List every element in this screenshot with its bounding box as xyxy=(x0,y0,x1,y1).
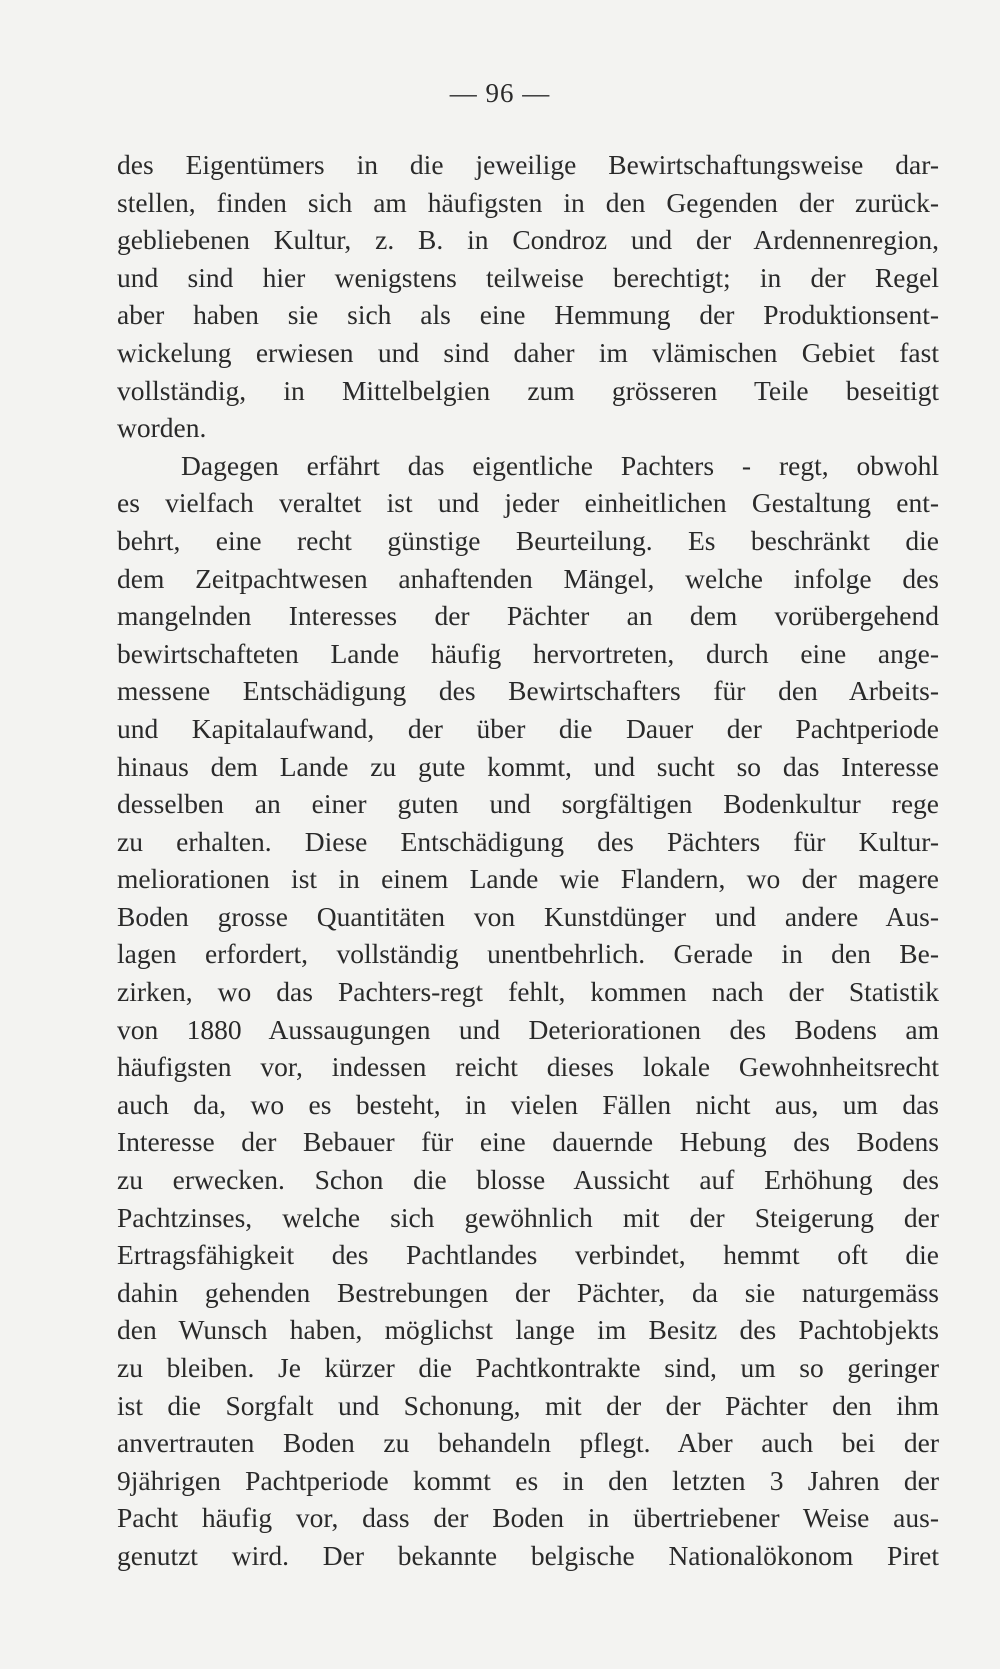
text-line: den Wunsch haben, möglichst lange im Besitz des Pachtobjekts xyxy=(117,1314,939,1346)
text-line: meliorationen ist in einem Lande wie Flandern, wo der magere xyxy=(117,863,939,895)
text-line: worden. xyxy=(117,412,207,444)
text-line: bewirtschafteten Lande häufig hervortreten, durch eine ange- xyxy=(117,637,939,669)
text-line: 9jährigen Pachtperiode kommt es in den letzten 3 Jahren der xyxy=(117,1464,939,1496)
text-line: aber haben sie sich als eine Hemmung der Produktionsent- xyxy=(117,299,939,331)
text-line: ist die Sorgfalt und Schonung, mit der der Pächter den ihm xyxy=(117,1389,939,1421)
text-line: Pachtzinses, welche sich gewöhnlich mit der Steigerung der xyxy=(117,1201,939,1233)
text-line: des Eigentümers in die jeweilige Bewirtschaftungsweise dar- xyxy=(117,149,939,180)
text-line: genutzt wird. Der bekannte belgische Nationalökonom Piret xyxy=(117,1539,939,1571)
text-line: mangelnden Interesses der Pächter an dem vorübergehend xyxy=(117,600,939,632)
text-line: von 1880 Aussaugungen und Deteriorationen des Bodens am xyxy=(117,1013,939,1045)
text-line: und Kapitalaufwand, der über die Dauer der Pachtperiode xyxy=(117,712,939,744)
text-line: stellen, finden sich am häufigsten in den Gegenden der zurück- xyxy=(117,186,939,218)
text-line: hinaus dem Lande zu gute kommt, und sucht so das Interesse xyxy=(117,750,939,782)
text-line: und sind hier wenigstens teilweise berechtigt; in der Regel xyxy=(117,261,939,293)
text-line: zu bleiben. Je kürzer die Pachtkontrakte sind, um so geringer xyxy=(117,1352,939,1383)
text-line: lagen erfordert, vollständig unentbehrlich. Gerade in den Be- xyxy=(117,938,939,970)
page-number: — 96 — xyxy=(449,78,551,108)
text-line: zu erwecken. Schon die blosse Aussicht auf Erhöhung des xyxy=(117,1164,939,1196)
text-line: zirken, wo das Pachters-regt fehlt, kommen nach der Statistik xyxy=(117,976,939,1008)
text-line: Boden grosse Quantitäten von Kunstdünger und andere Aus- xyxy=(117,900,939,932)
text-line: dahin gehenden Bestrebungen der Pächter, da sie naturgemäss xyxy=(117,1276,939,1308)
text-line: Interesse der Bebauer für eine dauernde Hebung des Bodens xyxy=(117,1126,939,1158)
text-line: desselben an einer guten und sorgfältigen Bodenkultur rege xyxy=(117,788,939,820)
text-line: Pacht häufig vor, dass der Boden in übertriebener Weise aus- xyxy=(117,1502,939,1534)
text-line: häufigsten vor, indessen reicht dieses lokale Gewohnheitsrecht xyxy=(117,1051,939,1083)
text-line: vollständig, in Mittelbelgien zum grösseren Teile beseitigt xyxy=(117,374,939,406)
text-line: gebliebenen Kultur, z. B. in Condroz und der Ardennenregion, xyxy=(117,224,939,256)
text-line: messene Entschädigung des Bewirtschafters für den Arbeits- xyxy=(117,675,939,707)
text-line: anvertrauten Boden zu behandeln pflegt. Aber auch bei der xyxy=(117,1427,939,1459)
text-line: wickelung erwiesen und sind daher im vlämischen Gebiet fast xyxy=(117,336,939,368)
text-line: Ertragsfähigkeit des Pachtlandes verbindet, hemmt oft die xyxy=(117,1239,939,1271)
text-line: auch da, wo es besteht, in vielen Fällen nicht aus, um das xyxy=(117,1088,939,1120)
text-line: behrt, eine recht günstige Beurteilung. Es beschränkt die xyxy=(117,524,939,556)
text-line: Dagegen erfährt das eigentliche Pachters - regt, obwohl xyxy=(181,449,939,481)
text-line: zu erhalten. Diese Entschädigung des Pächters für Kultur- xyxy=(117,825,939,857)
text-line: dem Zeitpachtwesen anhaftenden Mängel, welche infolge des xyxy=(117,562,939,594)
text-line: es vielfach veraltet ist und jeder einheitlichen Gestaltung ent- xyxy=(117,487,939,519)
body-text xyxy=(117,146,939,1575)
